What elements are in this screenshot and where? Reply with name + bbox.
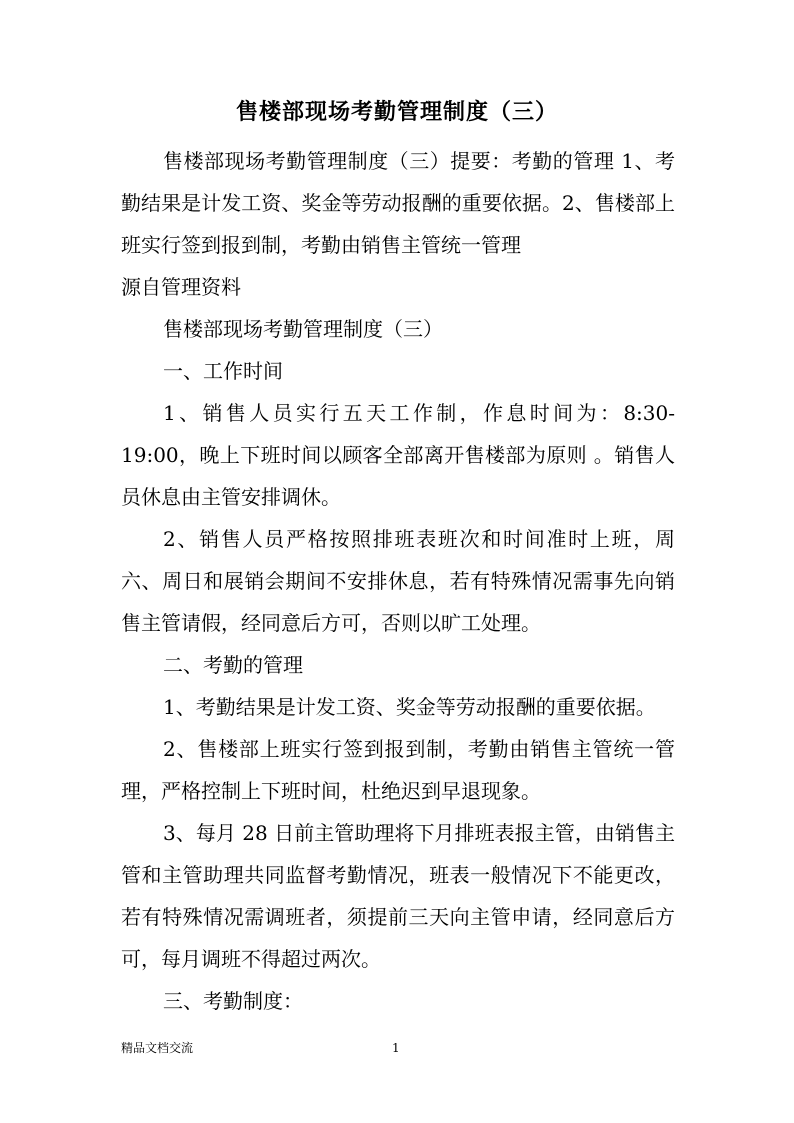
attendance-item-3: 3、每月 28 日前主管助理将下月排班表报主管，由销售主管和主管助理共同监督考勤情况，班表一般情况下不能更改，若有特殊情况需调班者，须提前三天向主管申请，经同意后方可，每月调班不得超过两次。 xyxy=(121,821,675,971)
work-time-item-1: 1、销售人员实行五天工作制，作息时间为：8:30-19:00，晚上下班时间以顾客全部离开售楼部为原则 。销售人员休息由主管安排调休。 xyxy=(121,401,675,509)
attendance-item-2: 2、售楼部上班实行签到报到制，考勤由销售主管统一管理，严格控制上下班时间，杜绝迟到早退现象。 xyxy=(121,737,675,803)
summary-paragraph: 售楼部现场考勤管理制度（三）提要：考勤的管理 1、考勤结果是计发工资、奖金等劳动报酬的重要依据。2、售楼部上班实行签到报到制，考勤由销售主管统一管理 xyxy=(121,149,675,257)
document-title: 售楼部现场考勤管理制度（三） xyxy=(235,99,558,125)
document-body xyxy=(121,140,675,1022)
section-heading-work-time: 一、工作时间 xyxy=(163,359,283,383)
section-heading-attendance-rules: 三、考勤制度： xyxy=(163,989,303,1013)
subtitle-paragraph: 售楼部现场考勤管理制度（三） xyxy=(163,317,443,341)
section-heading-attendance-management: 二、考勤的管理 xyxy=(163,653,303,677)
footer-label: 精品文档交流 xyxy=(121,1041,194,1055)
page-number: 1 xyxy=(392,1041,400,1055)
work-time-item-2: 2、销售人员严格按照排班表班次和时间准时上班，周六、周日和展销会期间不安排休息，若有特殊情况需事先向销售主管请假，经同意后方可，否则以旷工处理。 xyxy=(121,527,675,635)
source-note: 源自管理资料 xyxy=(121,275,241,299)
attendance-item-1: 1、考勤结果是计发工资、奖金等劳动报酬的重要依据。 xyxy=(163,695,656,719)
